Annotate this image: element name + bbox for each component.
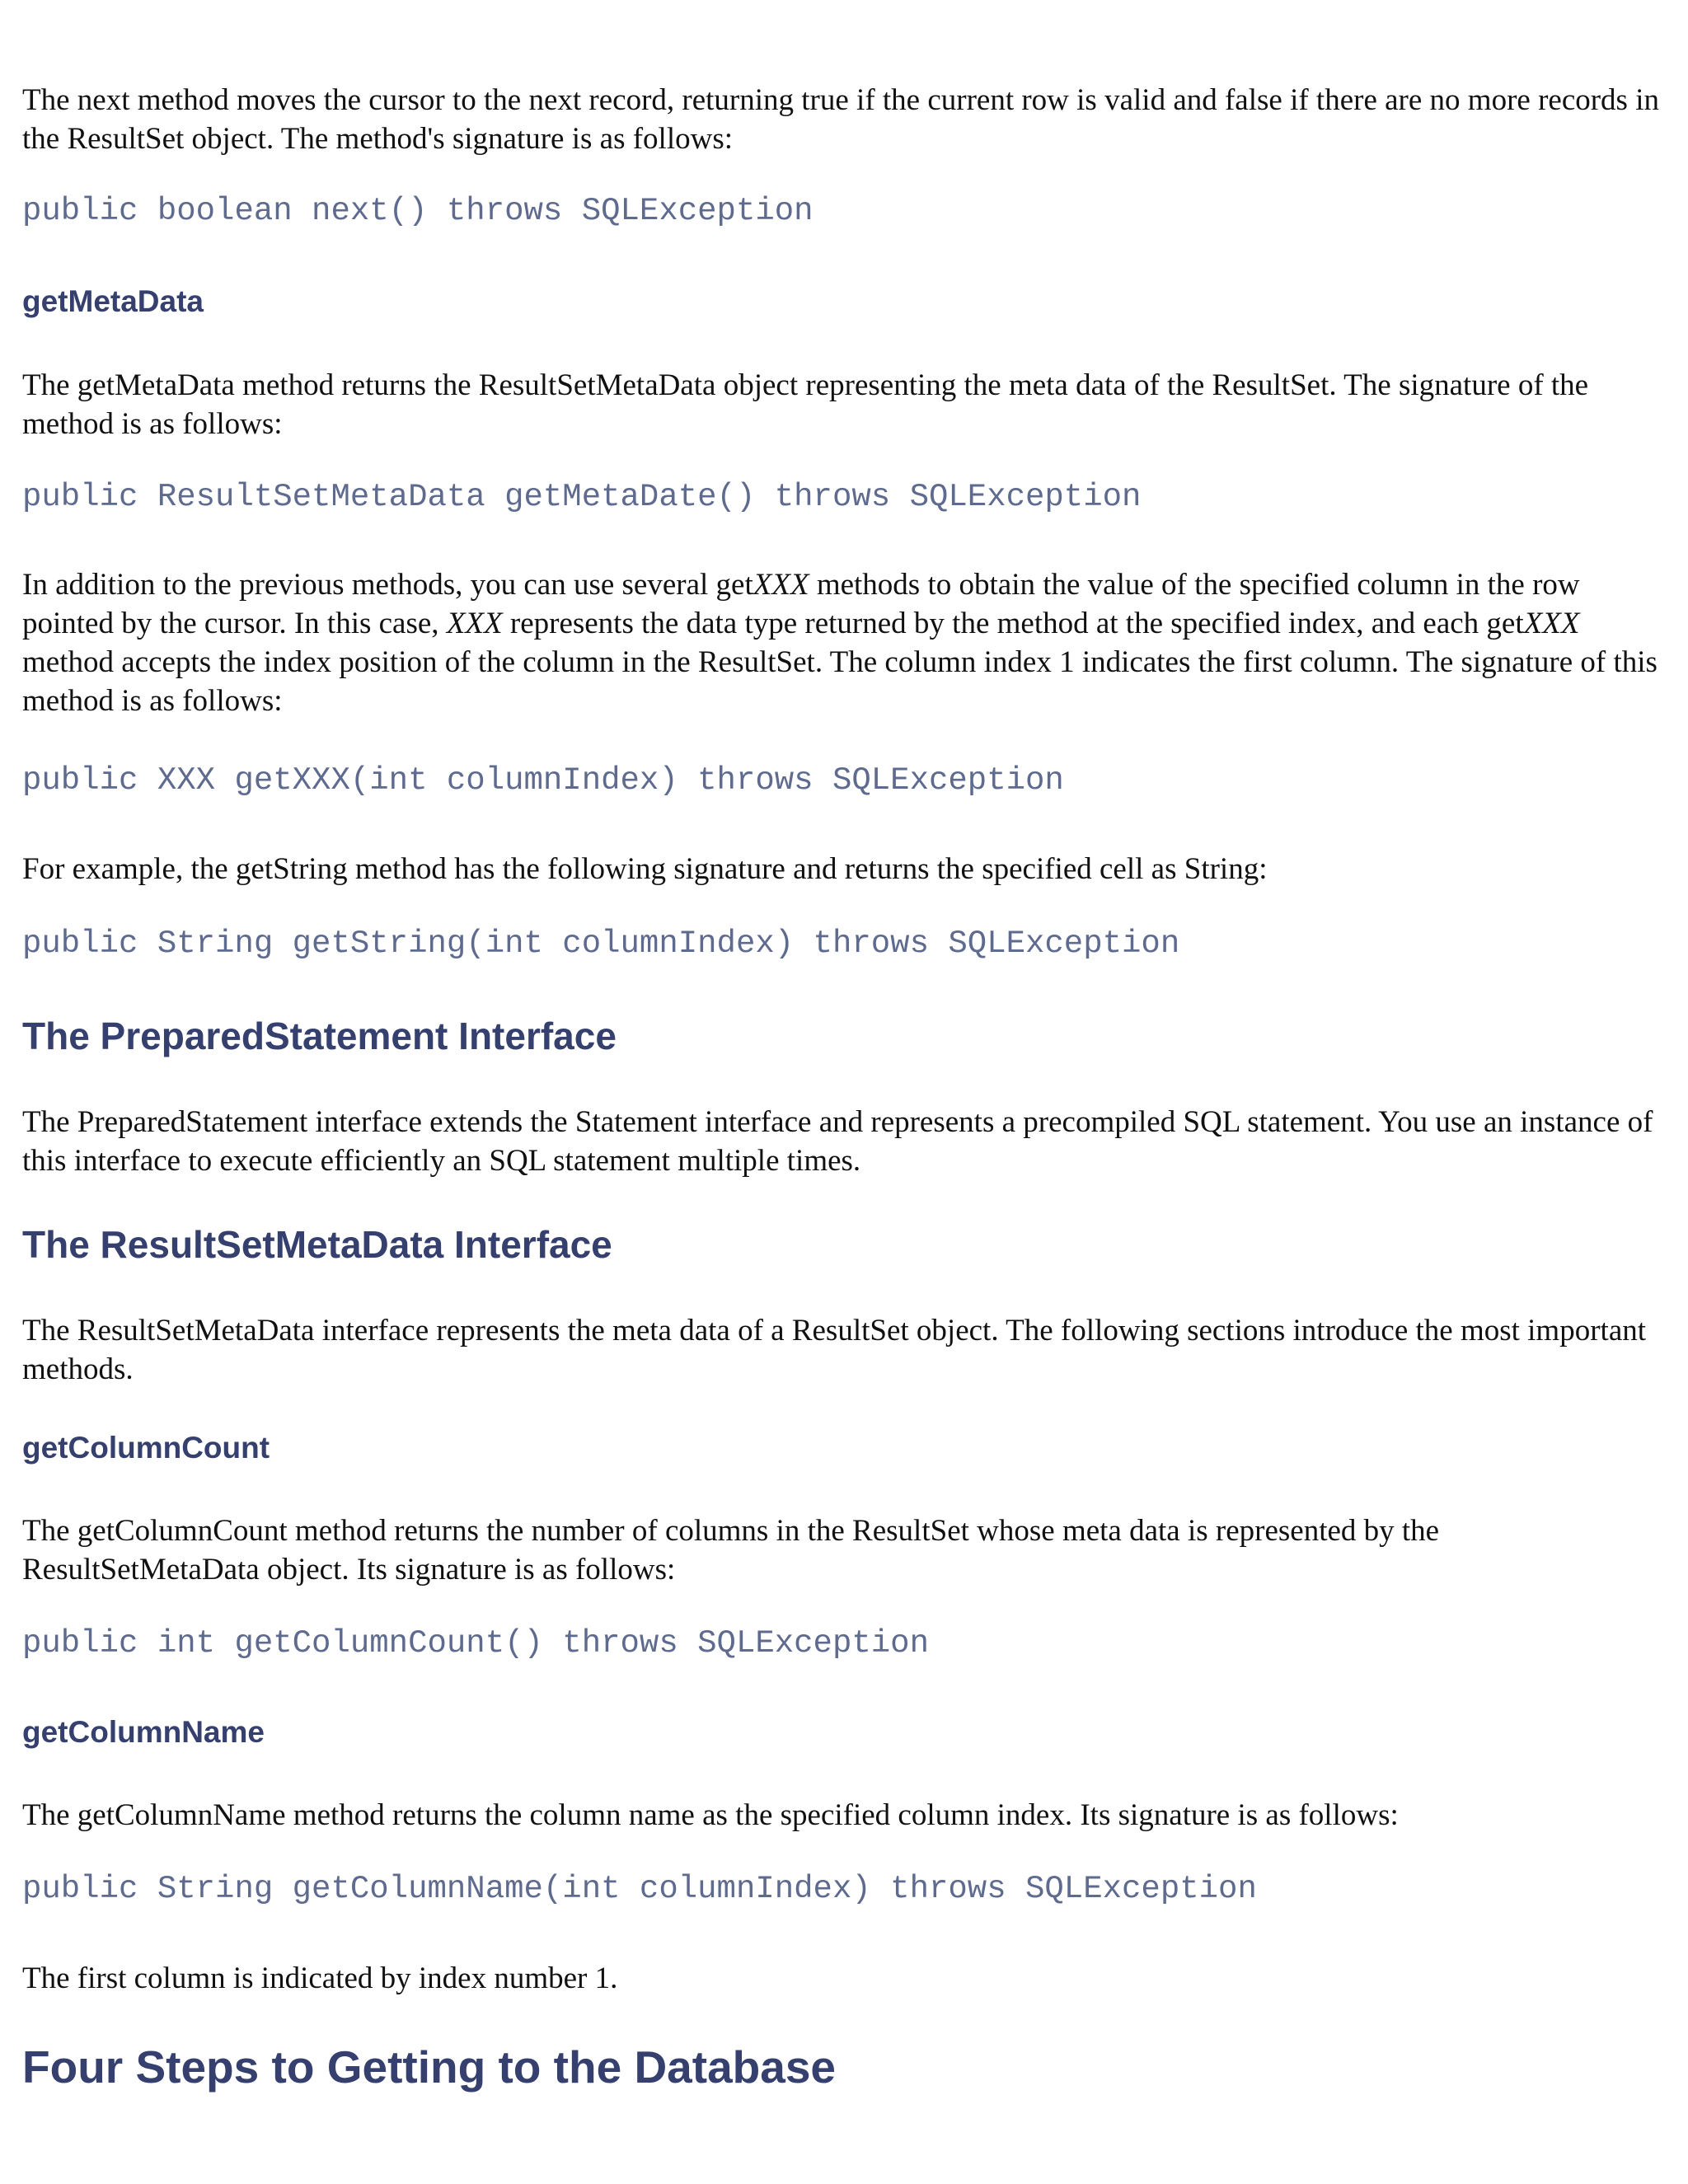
getstring-signature: public String getString(int columnIndex) throws SQLException (22, 926, 1180, 962)
getmetadata-signature: public ResultSetMetaData getMetaDate() throws SQLException (22, 479, 1142, 515)
getxxx-text-3: represents the data type returned by the method at the specified index, and each get (502, 607, 1524, 640)
getcolumncount-description: The getColumnCount method returns the number of columns in the ResultSet whose meta data is represented by the ResultSetMetaData object. Its signature is as follows: (22, 1514, 1440, 1586)
next-method-description: The next method moves the cursor to the next record, returning true if the current row is valid and false if there are no more records in the ResultSet object. The method's signature is as follows: (22, 83, 1659, 156)
heading-getmetadata: getMetaData (22, 284, 204, 318)
getxxx-text-4: method accepts the index position of the column in the ResultSet. The column index 1 indicates the first column. The signature of this method is as follows: (22, 645, 1658, 718)
getcolumnname-signature: public String getColumnName(int columnIndex) throws SQLException (22, 1871, 1257, 1907)
heading-four-steps: Four Steps to Getting to the Database (22, 2041, 837, 2093)
getxxx-italic-1: XXX (753, 568, 809, 602)
preparedstatement-description: The PreparedStatement interface extends the Statement interface and represents a precompiled SQL statement. You use an instance of this interface to execute efficiently an SQL statement multiple times. (22, 1105, 1653, 1178)
next-signature: public boolean next() throws SQLException (22, 193, 814, 229)
heading-getcolumncount: getColumnCount (22, 1431, 270, 1465)
heading-preparedstatement: The PreparedStatement Interface (22, 1015, 617, 1057)
first-column-note: The first column is indicated by index number 1. (22, 1961, 618, 1995)
getxxx-text-2: methods to obtain the value of the specified column in the row pointed by the cursor. In this case, (22, 568, 1580, 640)
getcolumnname-description: The getColumnName method returns the column name as the specified column index. Its signature is as follows: (22, 1798, 1399, 1832)
getstring-description: For example, the getString method has the following signature and returns the specified cell as String: (22, 852, 1268, 886)
getcolumncount-signature: public int getColumnCount() throws SQLException (22, 1625, 929, 1661)
getxxx-text-1: In addition to the previous methods, you can use several get (22, 568, 753, 602)
heading-getcolumnname: getColumnName (22, 1715, 265, 1749)
resultsetmetadata-description: The ResultSetMetaData interface represents the meta data of a ResultSet object. The following sections introduce the most important methods. (22, 1314, 1647, 1386)
getxxx-signature: public XXX getXXX(int columnIndex) throws SQLException (22, 762, 1064, 799)
heading-resultsetmetadata: The ResultSetMetaData Interface (22, 1223, 612, 1266)
getmetadata-description: The getMetaData method returns the ResultSetMetaData object representing the meta data of the ResultSet. The signature of the method is as follows: (22, 368, 1589, 441)
getxxx-italic-2: XXX (446, 607, 503, 640)
getxxx-italic-3: XXX (1523, 607, 1580, 640)
getxxx-description (22, 565, 1666, 720)
